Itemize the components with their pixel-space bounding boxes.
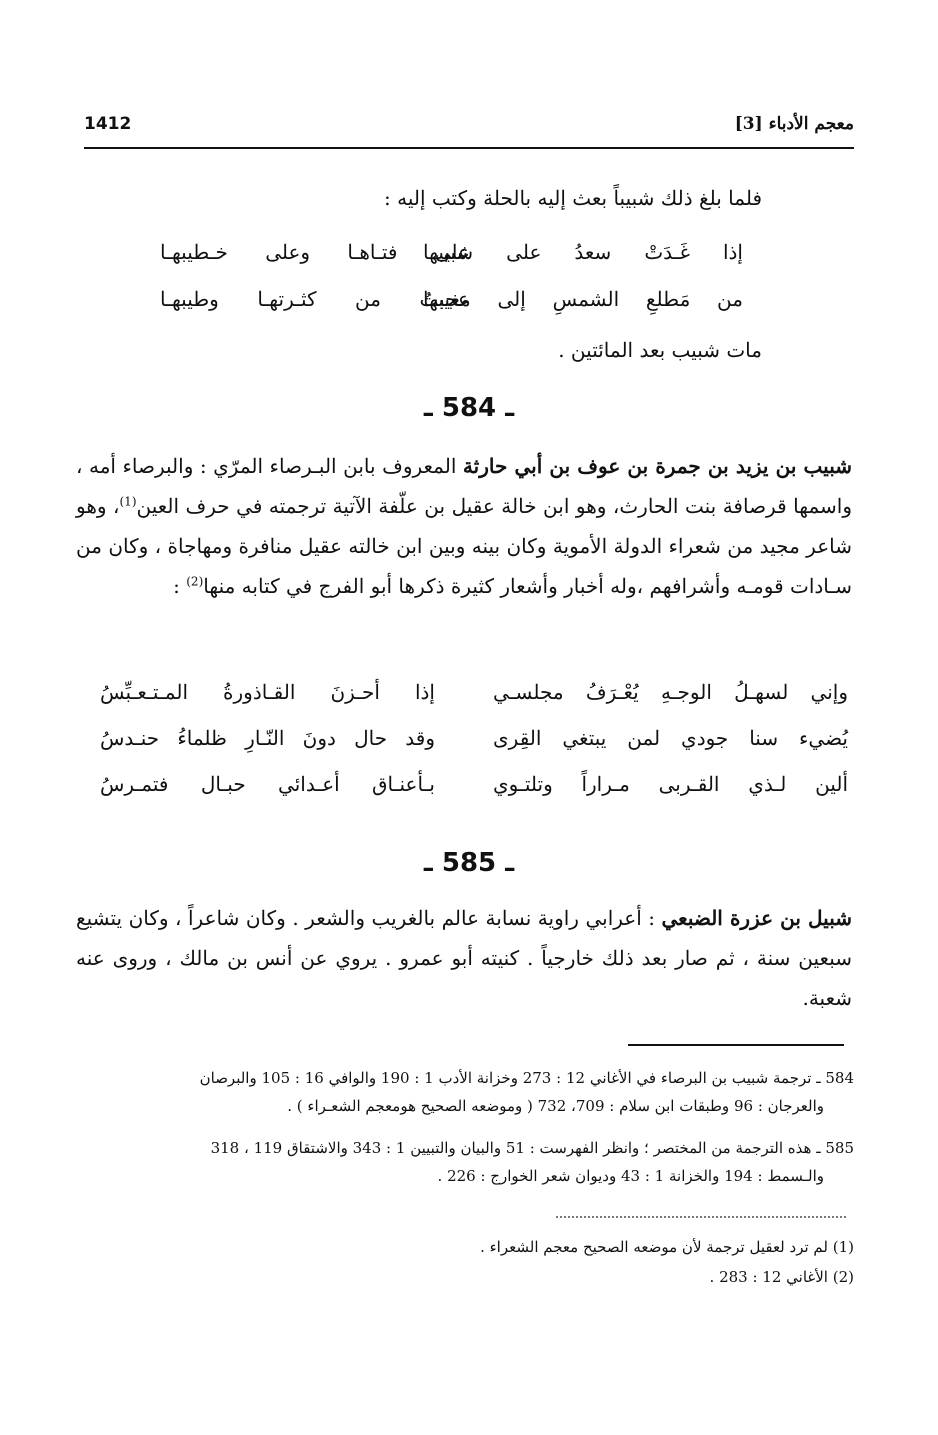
running-header [84, 108, 854, 142]
verse-first-hemistich: وإني لسهـلُ الوجـهِ يُعْـرَفُ مجلسـي [493, 680, 848, 704]
poem2-verse [100, 680, 848, 720]
source-note-line: والـسمط : 194 والخزانة 1 : 43 وديوان شعر الخوارج : 226 . [437, 1167, 824, 1185]
footnote-ref-1: (1) [119, 494, 137, 509]
footnotes-divider [556, 1216, 846, 1218]
entry-number-584: ـ 584 ـ [423, 393, 515, 423]
entry-number-585: ـ 585 ـ [423, 848, 515, 878]
verse-second-hemistich: بـأعنـاق أعـدائي حبـال فتمـرسُ [100, 772, 435, 796]
entry-584-body-b: ، وهو شاعر مجيد من شعراء الدولة الأموية وكان بينه وبين ابن خالته عقيل منافرة ومهاجاة ، وكان من سـادات قومـه وأشرافهم ،وله أخبار وأشعار كثيرة ذكرها أبو الفرج في كتابه منها [76, 494, 852, 598]
entry-584-body-c: : [173, 574, 187, 598]
notes-divider [628, 1044, 844, 1046]
source-note-line: 585 ـ هذه الترجمة من المختصر ؛ وانظر الفهرست : 51 والبيان والتبيين 1 : 343 والاشتقاق 119 ، 318 [210, 1139, 854, 1157]
verse-second-hemistich: وقد حال دونَ النّـارِ ظلماءُ حنـدسُ [100, 726, 435, 750]
entry-584-body-a: المعروف بابن البـرصاء المرّي : والبرصاء أمه ، واسمها قرصافة بنت الحارث، وهو ابن خالة عقيل بن علّفة الآتية ترجمته في حرف العين [76, 454, 852, 518]
verse-second-hemistich: عجبتُ من كثـرتهـا وطيبهـا [160, 287, 470, 311]
entry-585-name: شبيل بن عزرة الضبعي [661, 906, 852, 930]
footnote-1: (1) لم ترد لعقيل ترجمة لأن موضعه الصحيح معجم الشعراء . [480, 1238, 854, 1256]
closing-line: مات شبيب بعد المائتين . [558, 338, 762, 362]
verse-first-hemistich: ألين لـذي القـربى مـراراً وتلتـوي [493, 772, 848, 796]
intro-line: فلما بلغ ذلك شبيباً بعث إليه بالحلة وكتب إليه : [384, 186, 762, 210]
entry-585-text [76, 898, 852, 1018]
source-note-line: 584 ـ ترجمة شبيب بن البرصاء في الأغاني 12 : 273 وخزانة الأدب 1 : 190 والوافي 16 : 105 والبرصان [199, 1069, 854, 1087]
entry-585-body: : أعرابي راوية نسابة عالم بالغريب والشعر . وكان شاعراً ، وكان يتشيع سبعين سنة ، ثم صار بعد ذلك خارجياً . كنيته أبو عمرو . يروي عن أنس بن مالك ، وروى عنه شعبة. [76, 906, 852, 1010]
footnote-2: (2) الأغاني 12 : 283 . [709, 1268, 854, 1286]
verse-first-hemistich: إذا غَـدَتْ سعدُ على شبيبها [423, 240, 743, 264]
entry-584-name: شبيب بن يزيد بن جمرة بن عوف بن أبي حارثة [462, 454, 852, 478]
poem1-verse [160, 240, 743, 280]
verse-second-hemistich: إذا أحـزنَ القـاذورةُ المـتـعـبِّسُ [100, 680, 435, 704]
footnote-ref-2: (2) [186, 574, 204, 589]
entry-584-text [76, 446, 852, 606]
source-note-584 [76, 1064, 854, 1120]
book-title: معجم الأدباء [3] [734, 114, 854, 134]
verse-second-hemistich: على فتـاهـا وعلى خـطيبهـا [160, 240, 470, 264]
source-note-585 [76, 1134, 854, 1190]
verse-first-hemistich: من مَطلعِ الشمسِ إلى مغيبها [423, 287, 743, 311]
verse-first-hemistich: يُضيء سنا جودي لمن يبتغي القِرى [493, 726, 848, 750]
poem2-verse [100, 772, 848, 812]
poem1-verse [160, 287, 743, 327]
poem2-verse [100, 726, 848, 766]
source-note-line: والعرجان : 96 وطبقات ابن سلام : 709، 732 ( وموضعه الصحيح هومعجم الشعـراء ) . [287, 1097, 824, 1115]
page-number: 1412 [84, 114, 132, 134]
header-divider [84, 147, 854, 149]
